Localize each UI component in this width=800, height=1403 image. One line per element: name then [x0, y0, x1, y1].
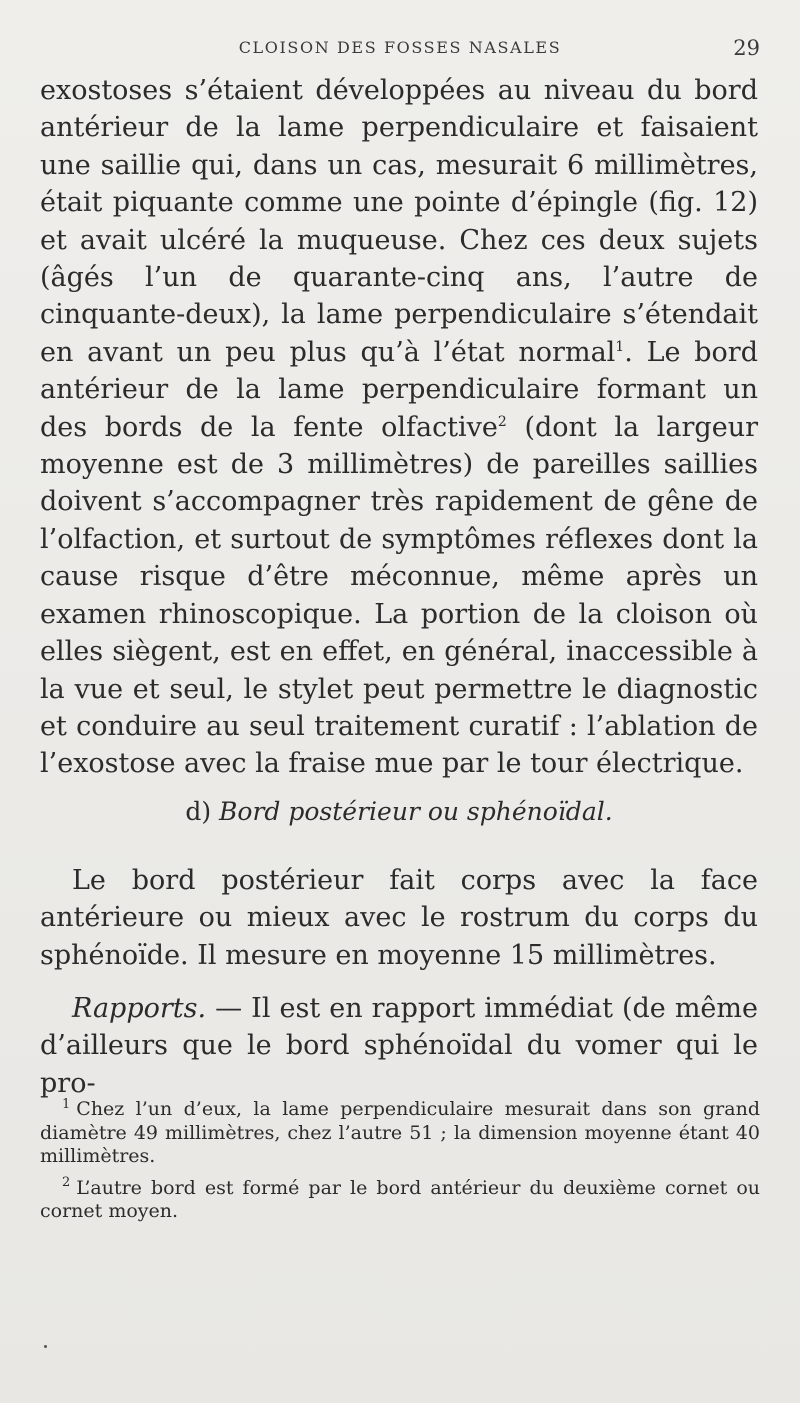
- paper-speck: [44, 1345, 47, 1348]
- footnote-mark: 1: [62, 1096, 71, 1112]
- footnote-ref-1: 1: [615, 338, 625, 355]
- paragraph-text: (dont la largeur moyenne est de 3 millimètres) de pareilles saillies doivent s’accompagner très rapidement de gêne de l’olfaction, et surtout de symptômes réflexes dont la cause risque d’être méconnue, même après un examen rhinoscopique. La portion de la cloison où elles siègent, est en effet, en général, inaccessible à la vue et seul, le stylet peut permettre le diagnostic et conduire au seul traitement curatif : l’ablation de l’exostose avec la fraise mue par le tour électrique.: [40, 411, 758, 780]
- paragraph-text: . Le bord antérieur de la lame perpendiculaire formant un des bords de la fente olfactive: [40, 336, 758, 443]
- page-number: 29: [733, 36, 760, 60]
- section-label: d): [185, 797, 212, 826]
- paragraph-lead: Rapports.: [72, 993, 207, 1024]
- section-title: Bord postérieur ou sphénoïdal.: [219, 797, 613, 826]
- section-heading: [40, 795, 758, 829]
- body-paragraph-1: [40, 72, 758, 783]
- footnote-text: L’autre bord est formé par le bord antérieur du deuxième cornet ou cornet moyen.: [40, 1176, 760, 1222]
- footnote-mark: 2: [62, 1175, 71, 1191]
- running-title: CLOISON DES FOSSES NASALES: [238, 38, 562, 57]
- body-paragraph-2: Le bord postérieur fait corps avec la face antérieure ou mieux avec le rostrum du corps du sphénoïde. Il mesure en moyenne 15 millimètres.: [40, 865, 758, 971]
- footnote-text: Chez l’un d’eux, la lame perpendiculaire mesurait dans son grand diamètre 49 millimètres, chez l’autre 51 ; la dimension moyenne étant 40 millimètres.: [40, 1098, 760, 1167]
- footnotes: [40, 1098, 760, 1232]
- footnote-1: [40, 1098, 760, 1169]
- footnote-ref-2: 2: [497, 413, 507, 430]
- running-head: [40, 30, 760, 62]
- paragraph-text: — Il est en rapport immédiat (de même d’ailleurs que le bord sphénoïdal du vomer qui le pro-: [40, 993, 758, 1099]
- body-paragraph-3: [40, 990, 758, 1102]
- paragraph-text: exostoses s’étaient développées au niveau du bord antérieur de la lame perpendiculaire et faisaient une saillie qui, dans un cas, mesurait 6 millimètres, était piquante comme une pointe d’épingle (fig. 12) et avait ulcéré la muqueuse. Chez ces deux sujets (âgés l’un de quarante-cinq ans, l’autre de cinquante-deux), la lame perpendiculaire s’étendait en avant un peu plus qu’à l’état normal: [40, 75, 758, 368]
- footnote-2: [40, 1177, 760, 1224]
